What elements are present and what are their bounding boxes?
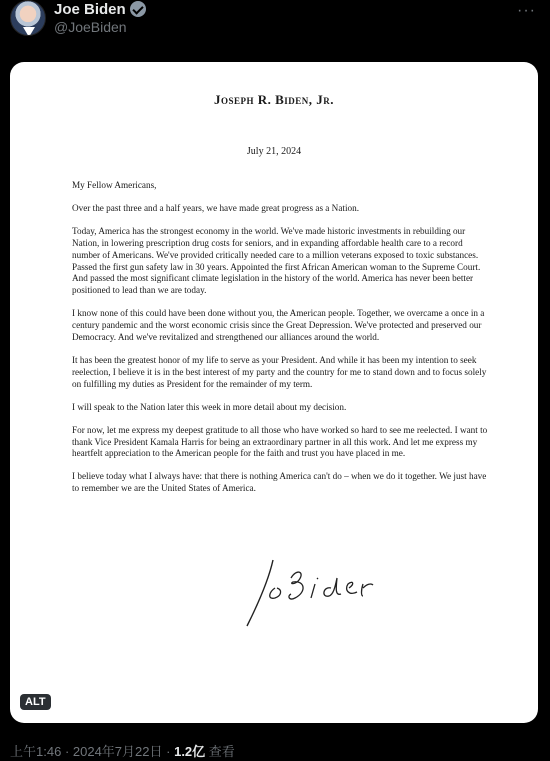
letter-paragraph: Today, America has the strongest economy in the world. We've made historic investments in rebuilding our Nation, in lowering prescription drug costs for seniors, and in expanding affordable health care to a record number of Americans. We've provided critically needed care to a million veterans exposed to toxic substances. Passed the first gun safety law in 30 years. Appointed the first African American woman to the Supreme Court. And passed the most significant climate legislation in the history of the world. America has never been better positioned to lead than we are today. xyxy=(72,225,481,296)
letter-greeting: My Fellow Americans, xyxy=(72,180,157,190)
letter-paragraph: For now, let me express my deepest gratitude to all those who have worked so hard to see me reelected. I want to thank Vice President Kamala Harris for being an extraordinary partner in all this work. And let me express my heartfelt appreciation to the American people for the faith and trust you have placed in me. xyxy=(72,424,488,459)
author-name[interactable]: Joe Biden xyxy=(54,0,126,18)
handwritten-signature xyxy=(245,558,395,628)
author-handle[interactable]: @JoeBiden xyxy=(54,19,127,35)
letter-document xyxy=(10,62,538,723)
letter-image[interactable] xyxy=(10,62,538,723)
avatar[interactable] xyxy=(10,0,46,36)
letter-paragraph: It has been the greatest honor of my life to serve as your President. And while it has been my intention to seek reelection, I believe it is in the best interest of my party and the country for me to stand down and to focus solely on fulfilling my duties as President for the remainder of my term. xyxy=(72,354,487,389)
verified-badge-icon[interactable] xyxy=(130,1,146,17)
tweet-time[interactable]: 上午1:46 xyxy=(10,744,62,759)
view-count[interactable]: 1.2亿 xyxy=(174,744,206,759)
tweet-meta: 上午1:46 · 2024年7月22日 · 1.2亿 查看 xyxy=(10,744,235,759)
alt-text-badge[interactable]: ALT xyxy=(20,694,51,710)
tweet-date[interactable]: 2024年7月22日 xyxy=(72,744,163,759)
letter-paragraph: I will speak to the Nation later this week in more detail about my decision. xyxy=(72,401,347,412)
author-name-row[interactable] xyxy=(54,0,146,18)
letter-date: July 21, 2024 xyxy=(246,146,302,157)
letter-paragraph: I believe today what I always have: that there is nothing America can't do – when we do it together. We just have to remember we are the United States of America. xyxy=(72,471,487,494)
letter-paragraph: I know none of this could have been done without you, the American people. Together, we overcame a once in a century pandemic and the worst economic crisis since the Great Depression. We've protected and preserved our Democracy. And we've revitalized and strengthened our alliances around the world. xyxy=(72,308,485,343)
view-count-label: 查看 xyxy=(208,744,235,759)
letter-paragraph: Over the past three and a half years, we have made great progress as a Nation. xyxy=(72,202,359,213)
tweet-header xyxy=(0,0,550,44)
letterhead: Joseph R. Biden, Jr. xyxy=(213,92,335,107)
more-options-icon[interactable]: ··· xyxy=(517,2,536,19)
letter-body xyxy=(72,180,492,506)
